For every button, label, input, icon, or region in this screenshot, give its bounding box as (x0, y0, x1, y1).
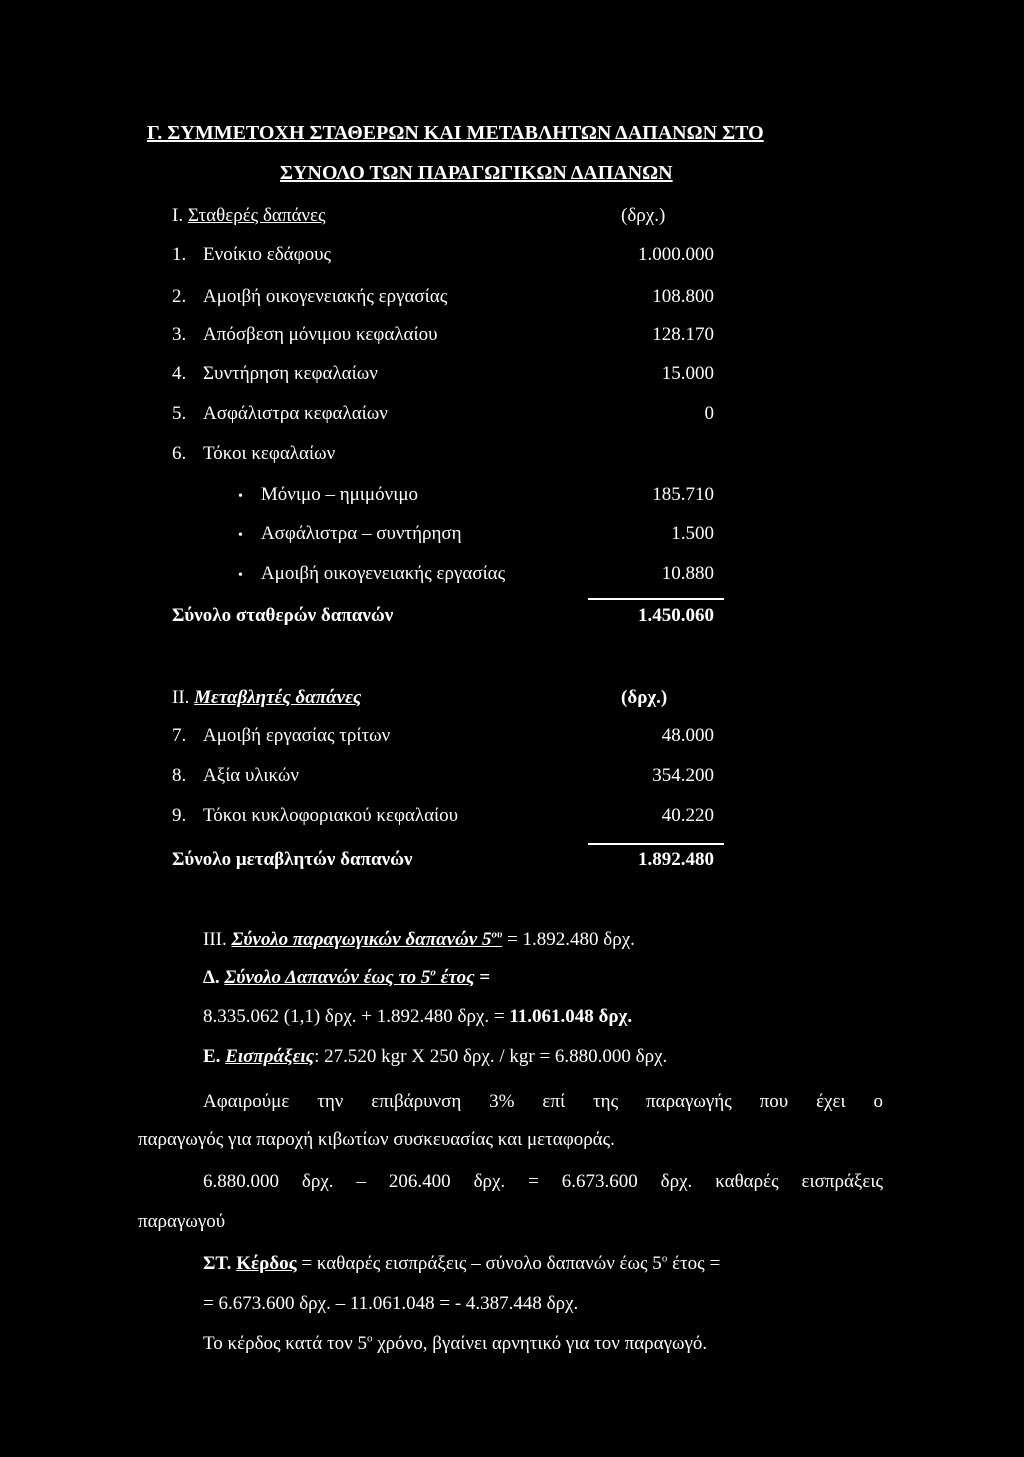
fixed-subitem-3-value: 10.880 (661, 563, 714, 584)
fixed-item-1-number: 1. (172, 244, 187, 265)
variable-item-8-label: 8. Αξία υλικών (172, 765, 300, 786)
variable-total-rule (588, 843, 724, 845)
section-st-line3: Το κέρδος κατά τον $5^o$ χρόνο, βγαίνει αρνητικό για τον παραγωγό. (203, 1332, 708, 1354)
fixed-item-3-value: 128.170 (652, 324, 714, 345)
fixed-item-4-label: 4. Συντήρηση κεφαλαίων (172, 363, 378, 384)
fixed-subitem-1-value: 185.710 (652, 484, 714, 505)
variable-item-8-number: 8. (172, 765, 187, 786)
fixed-total-value: 1.450.060 (638, 605, 714, 626)
header-line-1: Γ. ΣΥΜΜΕΤΟΧΗ ΣΤΑΘΕΡΩΝ ΚΑΙ ΜΕΤΑΒΛΗΤΩΝ ΔΑΠΑΝΩΝ ΣΤΟ (147, 122, 764, 144)
variable-item-9-label: 9. Τόκοι κυκλοφοριακού κεφαλαίου (172, 805, 459, 826)
fixed-subitem-3-label: • Αμοιβή οικογενειακής εργασίας (238, 563, 506, 584)
fixed-heading: Ι. Σταθερές δαπάνες (172, 205, 326, 226)
variable-item-9-number: 9. (172, 805, 187, 826)
section-st-heading: ΣΤ. Κέρδος = καθαρές εισπράξεις – σύνολο δαπανών έως $5^o$ έτος = (203, 1252, 721, 1274)
bullet-icon: • (238, 568, 243, 583)
fixed-item-1-label: 1. Ενοίκιο εδάφους (172, 244, 332, 265)
fixed-item-3-label: 3. Απόσβεση μόνιμου κεφαλαίου (172, 324, 438, 345)
variable-heading: ΙΙ. Μεταβλητές δαπάνες (172, 687, 362, 708)
fixed-item-5-number: 5. (172, 403, 187, 424)
fixed-item-4-number: 4. (172, 363, 187, 384)
section-st-line2: = 6.673.600 δρχ. – 11.061.048 = - 4.387.448 δρχ. (203, 1293, 579, 1314)
fixed-item-2-label: 2. Αμοιβή οικογενειακής εργασίας (172, 286, 448, 307)
variable-unit: (δρχ.) (621, 687, 668, 708)
variable-item-7-value: 48.000 (661, 725, 714, 746)
variable-item-8-value: 354.200 (652, 765, 714, 786)
section-d-heading: Δ. Σύνολο Δαπανών έως το $5^o$ έτος = (203, 966, 491, 988)
fixed-total-rule (588, 598, 724, 600)
section-e-para2-line2: παραγωγού (138, 1211, 226, 1232)
section-e-para1-line2: παραγωγός για παροχή κιβωτίων συσκευασίας και μεταφοράς. (138, 1129, 615, 1150)
section-e-heading: Ε. Εισπράξεις: 27.520 kgr X 250 δρχ. / kgr = 6.880.000 δρχ. (203, 1046, 668, 1067)
fixed-subitem-1-label: • Μόνιμο – ημιμόνιμο (238, 484, 418, 505)
section-e-para2-line1: 6.880.000 δρχ. – 206.400 δρχ. = 6.673.600 δρχ. καθαρές εισπράξεις (203, 1171, 883, 1192)
fixed-item-2-value: 108.800 (652, 286, 714, 307)
header-line-2: ΣΥΝΟΛΟ ΤΩΝ ΠΑΡΑΓΩΓΙΚΩΝ ΔΑΠΑΝΩΝ (280, 162, 673, 184)
variable-total-value: 1.892.480 (638, 849, 714, 870)
fixed-total-label: Σύνολο σταθερών δαπανών (172, 605, 394, 626)
variable-item-9-value: 40.220 (661, 805, 714, 826)
variable-total-label: Σύνολο μεταβλητών δαπανών (172, 849, 413, 870)
section-3: ΙΙΙ. Σύνολο παραγωγικών δαπανών $5^{o\upsilon} = 1.892.480$ δρχ. (203, 928, 635, 950)
fixed-item-2-number: 2. (172, 286, 187, 307)
fixed-subitem-2-value: 1.500 (671, 523, 714, 544)
fixed-item-5-label: 5. Ασφάλιστρα κεφαλαίων (172, 403, 388, 424)
fixed-item-4-value: 15.000 (661, 363, 714, 384)
bullet-icon: • (238, 528, 243, 543)
fixed-subitem-2-label: • Ασφάλιστρα – συντήρηση (238, 523, 462, 544)
variable-item-7-number: 7. (172, 725, 187, 746)
section-e-para1-line1: Αφαιρούμε την επιβάρυνση 3% επί της παραγωγής που έχει ο (203, 1091, 883, 1112)
fixed-item-3-number: 3. (172, 324, 187, 345)
fixed-item-1-value: 1.000.000 (638, 244, 714, 265)
bullet-icon: • (238, 489, 243, 504)
fixed-unit: (δρχ.) (621, 205, 666, 226)
fixed-item-6-number: 6. (172, 443, 187, 464)
section-d-calc: 8.335.062 (1,1) δρχ. + 1.892.480 δρχ. = 11.061.048 δρχ. (203, 1006, 633, 1027)
fixed-item-5-value: 0 (704, 403, 714, 424)
variable-item-7-label: 7. Αμοιβή εργασίας τρίτων (172, 725, 391, 746)
fixed-item-6-label: 6. Τόκοι κεφαλαίων (172, 443, 336, 464)
